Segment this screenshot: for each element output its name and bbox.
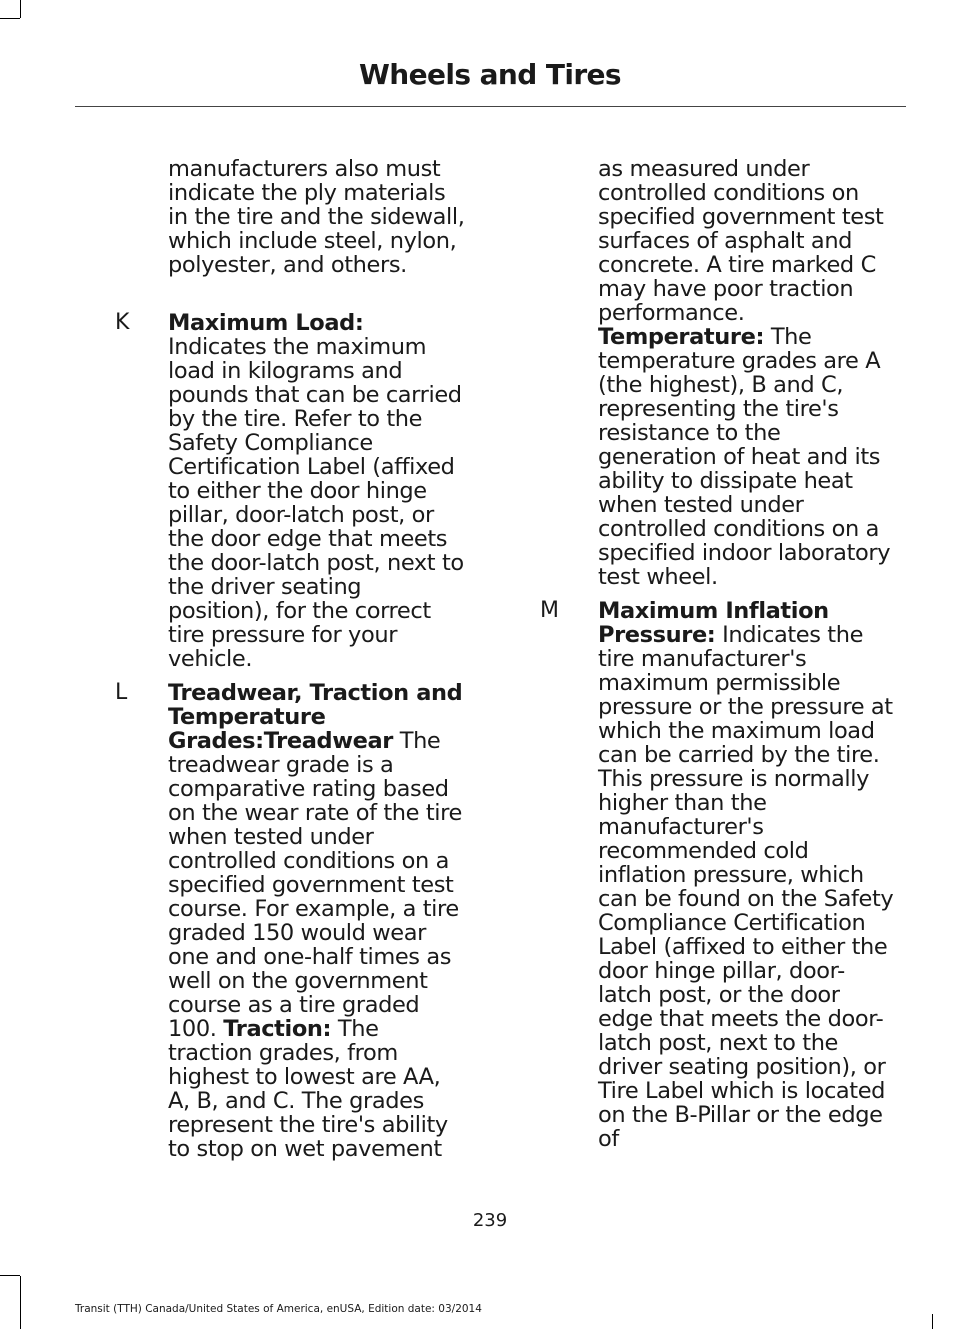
page-number: 239 [472,1210,508,1231]
crop-mark [0,18,20,19]
item-letter-m: M [540,598,559,623]
continuation-text: as measured under controlled conditions on specified government test surfaces of asphalt and concrete. A tire marked C may have poor traction performance. [598,156,884,326]
item-k-text: Indicates the maximum load in kilograms and pounds that can be carried by the tire. Refer to the Safety Compliance Certification Label (affixed to either the door hinge pillar, door-latch post, or the door edge that meets the door-latch post, next to the driver seating position), for the correct tire pressure for your vehicle. [168,334,464,672]
item-l [168,681,468,1161]
term-temperature: Temperature: [598,324,765,350]
crop-mark [20,1276,21,1329]
temperature-text: The temperature grades are A (the highest), B and C, representing the tire's resistance to the generation of heat and its ability to dissipate heat when tested under controlled conditions on a specified indoor laboratory test wheel. [598,324,891,590]
right-column [598,157,898,589]
crop-mark [932,1314,933,1329]
item-m-text: Indicates the tire manufacturer's maximum permissible pressure or the pressure at which the maximum load can be carried by the tire. This pressure is normally higher than the manufacturer's recommended cold inflation pressure, which can be found on the Safety Compliance Certification Label (affixed to either the door hinge pillar, door-latch post, or the door edge that meets the door-latch post, next to the driver seating position), or Tire Label which is located on the B-Pillar or the edge of [598,622,894,1152]
page-title: Wheels and Tires [359,58,621,91]
traction-text: The traction grades, from highest to lowest are AA, A, B, and C. The grades represent the tire's ability to stop on wet pavement [168,1016,448,1162]
item-m [598,599,898,1151]
footer-text: Transit (TTH) Canada/United States of America, enUSA, Edition date: 03/2014 [75,1303,482,1315]
item-k [168,311,468,671]
treadwear-text: The treadwear grade is a comparative rating based on the wear rate of the tire when tested under controlled conditions on a specified government test course. For example, a tire graded 150 would wear one and one-half times as well on the government course as a tire graded 100. [168,728,462,1042]
term-maximum-inflation-pressure: Maximum Inflation Pressure: [598,598,829,648]
term-grades: Treadwear, Traction and Temperature Grades:Treadwear [168,680,463,754]
term-maximum-load: Maximum Load: [168,310,364,336]
left-column [168,157,468,277]
continuation-text: manufacturers also must indicate the ply materials in the tire and the sidewall, which include steel, nylon, polyester, and others. [168,156,465,278]
header-rule [75,106,906,107]
term-traction: Traction: [223,1016,332,1042]
crop-mark [20,0,21,18]
crop-mark [0,1275,20,1276]
item-letter-l: L [115,680,128,705]
item-letter-k: K [115,310,130,335]
